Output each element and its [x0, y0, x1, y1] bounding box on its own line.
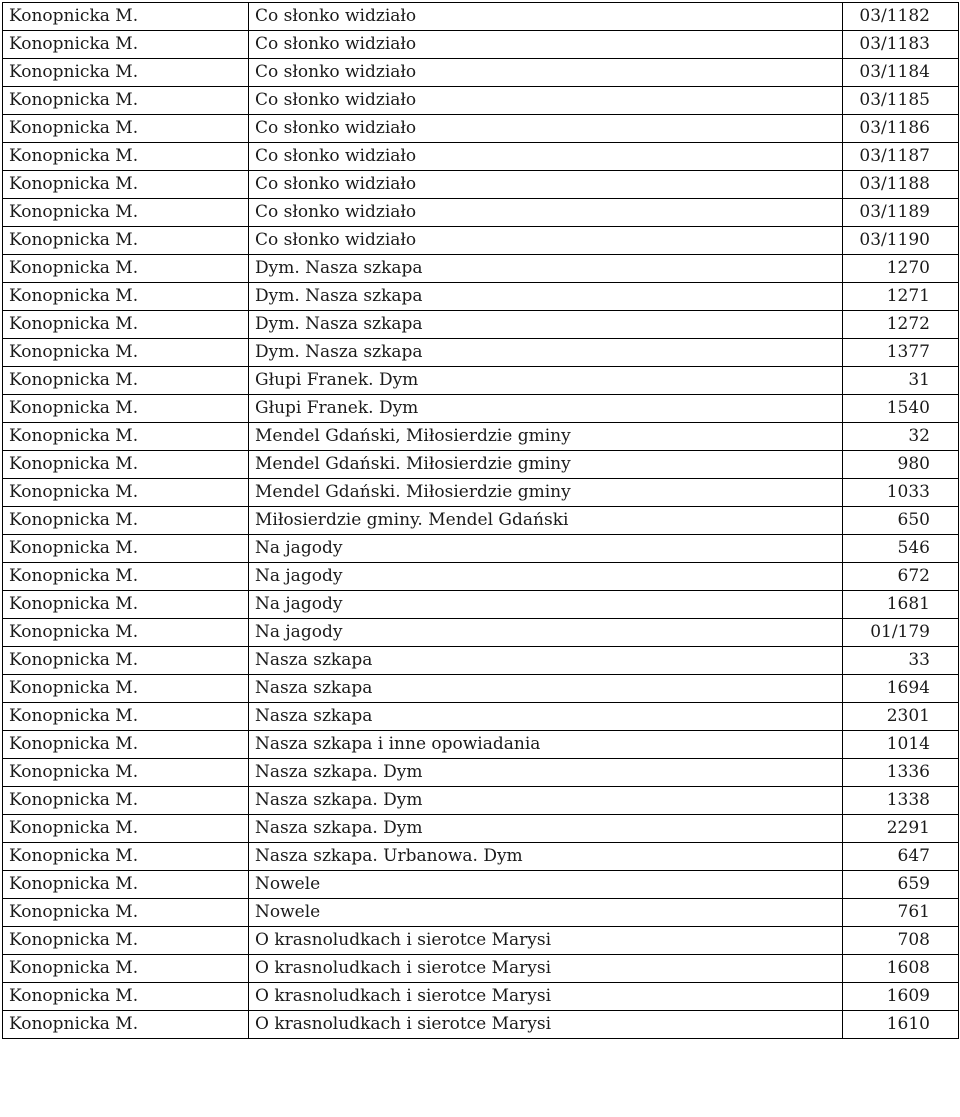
title-cell: Nasza szkapa i inne opowiadania: [249, 731, 843, 759]
table-row: [3, 367, 959, 395]
title-cell: Co słonko widziało: [249, 143, 843, 171]
author-cell: Konopnicka M.: [3, 311, 249, 339]
title-cell: Co słonko widziało: [249, 31, 843, 59]
author-cell: Konopnicka M.: [3, 731, 249, 759]
title-cell: Głupi Franek. Dym: [249, 395, 843, 423]
author-cell: Konopnicka M.: [3, 619, 249, 647]
title-cell: Na jagody: [249, 535, 843, 563]
number-cell: 03/1188: [843, 171, 959, 199]
author-cell: Konopnicka M.: [3, 451, 249, 479]
title-cell: Nowele: [249, 899, 843, 927]
author-cell: Konopnicka M.: [3, 507, 249, 535]
title-cell: Miłosierdzie gminy. Mendel Gdański: [249, 507, 843, 535]
number-cell: 650: [843, 507, 959, 535]
title-cell: Mendel Gdański. Miłosierdzie gminy: [249, 451, 843, 479]
table-row: [3, 199, 959, 227]
title-cell: Dym. Nasza szkapa: [249, 283, 843, 311]
author-cell: Konopnicka M.: [3, 31, 249, 59]
number-cell: 1014: [843, 731, 959, 759]
author-cell: Konopnicka M.: [3, 927, 249, 955]
title-cell: Dym. Nasza szkapa: [249, 255, 843, 283]
author-cell: Konopnicka M.: [3, 339, 249, 367]
author-cell: Konopnicka M.: [3, 983, 249, 1011]
title-cell: Na jagody: [249, 563, 843, 591]
number-cell: 1377: [843, 339, 959, 367]
table-row: [3, 815, 959, 843]
author-cell: Konopnicka M.: [3, 227, 249, 255]
author-cell: Konopnicka M.: [3, 283, 249, 311]
table-row: [3, 507, 959, 535]
number-cell: 672: [843, 563, 959, 591]
number-cell: 1608: [843, 955, 959, 983]
number-cell: 1272: [843, 311, 959, 339]
author-cell: Konopnicka M.: [3, 59, 249, 87]
title-cell: Co słonko widziało: [249, 171, 843, 199]
number-cell: 1336: [843, 759, 959, 787]
number-cell: 32: [843, 423, 959, 451]
title-cell: O krasnoludkach i sierotce Marysi: [249, 927, 843, 955]
table-row: [3, 339, 959, 367]
author-cell: Konopnicka M.: [3, 675, 249, 703]
table-row: [3, 927, 959, 955]
author-cell: Konopnicka M.: [3, 255, 249, 283]
table-row: [3, 3, 959, 31]
author-cell: Konopnicka M.: [3, 843, 249, 871]
number-cell: 03/1182: [843, 3, 959, 31]
table-row: [3, 787, 959, 815]
table-row: [3, 871, 959, 899]
title-cell: Mendel Gdański, Miłosierdzie gminy: [249, 423, 843, 451]
number-cell: 1271: [843, 283, 959, 311]
table-row: [3, 115, 959, 143]
author-cell: Konopnicka M.: [3, 787, 249, 815]
author-cell: Konopnicka M.: [3, 3, 249, 31]
title-cell: Nasza szkapa: [249, 647, 843, 675]
title-cell: Co słonko widziało: [249, 227, 843, 255]
number-cell: 03/1183: [843, 31, 959, 59]
author-cell: Konopnicka M.: [3, 367, 249, 395]
title-cell: O krasnoludkach i sierotce Marysi: [249, 1011, 843, 1039]
title-cell: Co słonko widziało: [249, 87, 843, 115]
title-cell: Nasza szkapa. Urbanowa. Dym: [249, 843, 843, 871]
author-cell: Konopnicka M.: [3, 647, 249, 675]
number-cell: 2291: [843, 815, 959, 843]
table-row: [3, 591, 959, 619]
author-cell: Konopnicka M.: [3, 479, 249, 507]
author-cell: Konopnicka M.: [3, 955, 249, 983]
table-row: [3, 311, 959, 339]
title-cell: Nasza szkapa. Dym: [249, 815, 843, 843]
table-row: [3, 703, 959, 731]
number-cell: 01/179: [843, 619, 959, 647]
author-cell: Konopnicka M.: [3, 143, 249, 171]
title-cell: O krasnoludkach i sierotce Marysi: [249, 955, 843, 983]
title-cell: Co słonko widziało: [249, 199, 843, 227]
number-cell: 980: [843, 451, 959, 479]
author-cell: Konopnicka M.: [3, 171, 249, 199]
table-row: [3, 759, 959, 787]
number-cell: 03/1184: [843, 59, 959, 87]
number-cell: 1694: [843, 675, 959, 703]
title-cell: Co słonko widziało: [249, 3, 843, 31]
number-cell: 647: [843, 843, 959, 871]
author-cell: Konopnicka M.: [3, 815, 249, 843]
table-row: [3, 955, 959, 983]
title-cell: Na jagody: [249, 591, 843, 619]
author-cell: Konopnicka M.: [3, 871, 249, 899]
title-cell: Głupi Franek. Dym: [249, 367, 843, 395]
title-cell: O krasnoludkach i sierotce Marysi: [249, 983, 843, 1011]
number-cell: 1609: [843, 983, 959, 1011]
number-cell: 1033: [843, 479, 959, 507]
author-cell: Konopnicka M.: [3, 563, 249, 591]
table-row: [3, 563, 959, 591]
title-cell: Nasza szkapa: [249, 675, 843, 703]
table-row: [3, 619, 959, 647]
table-row: [3, 451, 959, 479]
number-cell: 33: [843, 647, 959, 675]
number-cell: 546: [843, 535, 959, 563]
table-row: [3, 731, 959, 759]
title-cell: Co słonko widziało: [249, 59, 843, 87]
title-cell: Nasza szkapa. Dym: [249, 759, 843, 787]
number-cell: 1540: [843, 395, 959, 423]
number-cell: 03/1187: [843, 143, 959, 171]
author-cell: Konopnicka M.: [3, 199, 249, 227]
title-cell: Nasza szkapa: [249, 703, 843, 731]
table-row: [3, 255, 959, 283]
table-row: [3, 395, 959, 423]
table-row: [3, 983, 959, 1011]
author-cell: Konopnicka M.: [3, 535, 249, 563]
author-cell: Konopnicka M.: [3, 87, 249, 115]
table-row: [3, 843, 959, 871]
author-cell: Konopnicka M.: [3, 395, 249, 423]
author-cell: Konopnicka M.: [3, 115, 249, 143]
number-cell: 1270: [843, 255, 959, 283]
number-cell: 03/1185: [843, 87, 959, 115]
table-row: [3, 31, 959, 59]
title-cell: Nowele: [249, 871, 843, 899]
author-cell: Konopnicka M.: [3, 899, 249, 927]
number-cell: 1338: [843, 787, 959, 815]
number-cell: 03/1190: [843, 227, 959, 255]
number-cell: 31: [843, 367, 959, 395]
table-row: [3, 647, 959, 675]
number-cell: 708: [843, 927, 959, 955]
title-cell: Nasza szkapa. Dym: [249, 787, 843, 815]
table-row: [3, 87, 959, 115]
table-row: [3, 423, 959, 451]
table-row: [3, 1011, 959, 1039]
table-row: [3, 227, 959, 255]
title-cell: Co słonko widziało: [249, 115, 843, 143]
table-row: [3, 479, 959, 507]
table-row: [3, 59, 959, 87]
number-cell: 2301: [843, 703, 959, 731]
author-cell: Konopnicka M.: [3, 591, 249, 619]
table-row: [3, 171, 959, 199]
number-cell: 1681: [843, 591, 959, 619]
table-row: [3, 675, 959, 703]
title-cell: Dym. Nasza szkapa: [249, 311, 843, 339]
table-row: [3, 535, 959, 563]
table-row: [3, 143, 959, 171]
catalog-table-body: [3, 3, 959, 1039]
author-cell: Konopnicka M.: [3, 423, 249, 451]
title-cell: Dym. Nasza szkapa: [249, 339, 843, 367]
author-cell: Konopnicka M.: [3, 1011, 249, 1039]
table-row: [3, 283, 959, 311]
author-cell: Konopnicka M.: [3, 703, 249, 731]
number-cell: 761: [843, 899, 959, 927]
number-cell: 03/1189: [843, 199, 959, 227]
title-cell: Na jagody: [249, 619, 843, 647]
number-cell: 03/1186: [843, 115, 959, 143]
number-cell: 659: [843, 871, 959, 899]
number-cell: 1610: [843, 1011, 959, 1039]
catalog-table: [2, 2, 959, 1039]
table-row: [3, 899, 959, 927]
title-cell: Mendel Gdański. Miłosierdzie gminy: [249, 479, 843, 507]
author-cell: Konopnicka M.: [3, 759, 249, 787]
